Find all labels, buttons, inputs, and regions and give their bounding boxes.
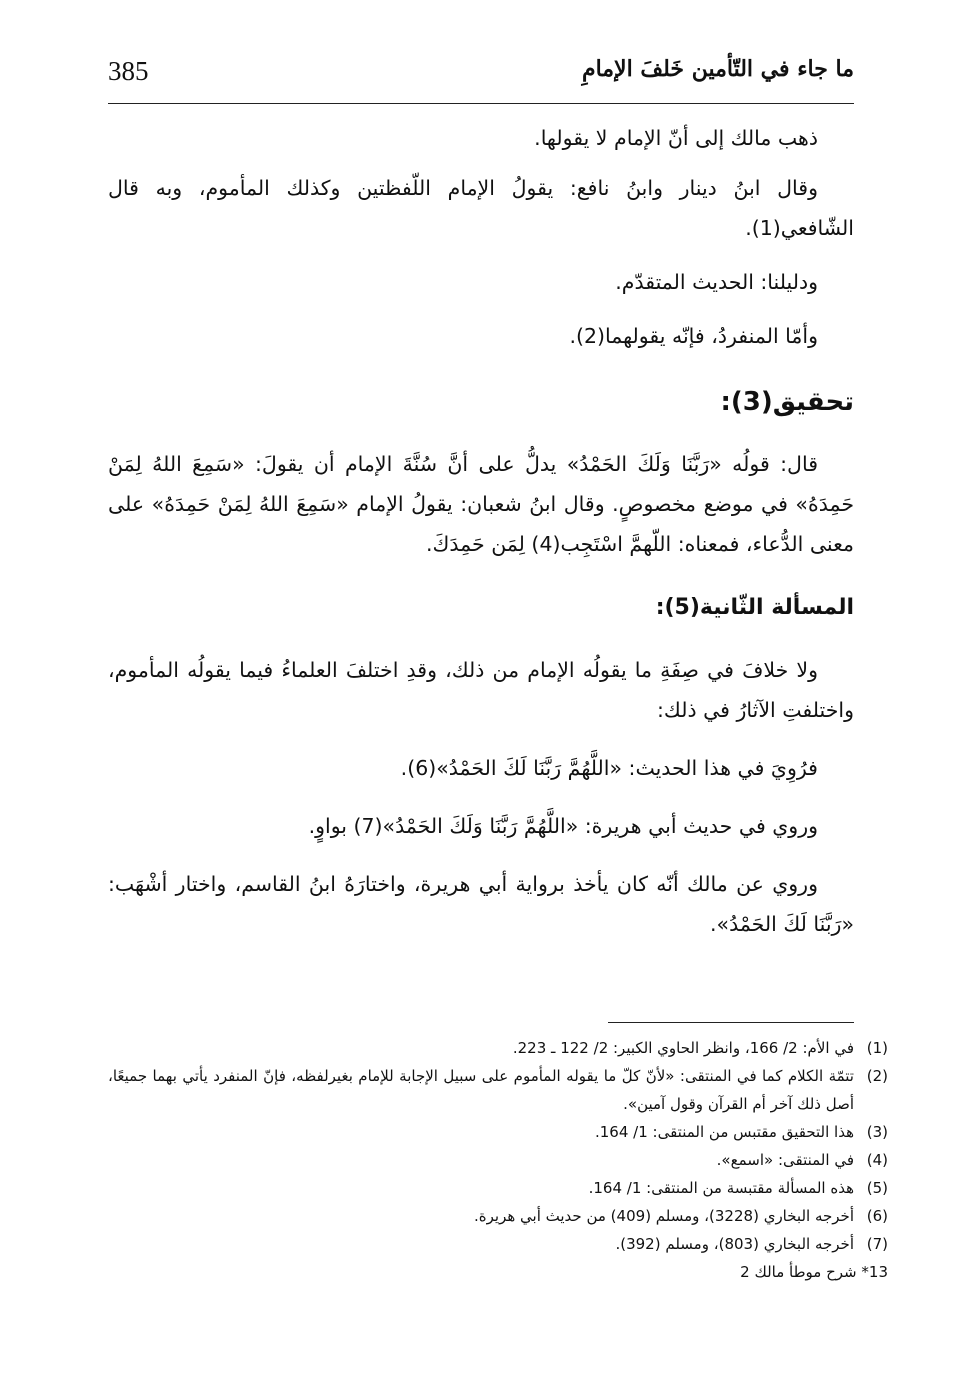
footnote	[108, 1034, 888, 1062]
paragraph-5: قال: قولُه «رَبَّنَا وَلَكَ الحَمْدُ» يدلُّ على أنَّ سُنَّةَ الإمام أن يقولَ: «سَمِعَ اللهُ لِمَنْ حَمِدَهُ» في موضع مخصوصٍ. وقال ابنُ شعبان: يقولُ الإمام «سَمِعَ اللهُ لِمَنْ حَمِدَهُ» على معنى الدُّعاء، فمعناه: اللّهمَّ اسْتَجِب(4) لِمَن حَمِدَكَ.	[108, 452, 854, 556]
paragraph-6: ولا خلافَ في صِفَةِ ما يقولُه الإمام من ذلك، وقدِ اختلفَ العلماءُ فيما يقولُه المأموم، واختلفتِ الآثارُ في ذلك:	[108, 658, 854, 722]
footnote	[108, 1174, 888, 1202]
footnote	[108, 1202, 888, 1230]
footnote-number: (4)	[866, 1151, 888, 1169]
heading-tahqiq: تحقيق(3):	[720, 387, 854, 417]
page-number: 385	[108, 56, 149, 86]
paragraph-9: وروي عن مالك أنّه كان يأخذ برواية أبي هريرة، واختارَهُ ابنُ القاسم، واختار أشْهَب: «رَبَّنَا لَكَ الحَمْدُ».	[108, 872, 854, 936]
footnote-text: تتمّة الكلام كما في المنتقى: «لأنّ كلّ ما يقوله المأموم على سبيل الإجابة للإمام بغيرلفظه، فإنّ المنفرد يأتي بهما جميعًا، أصل ذلك آخر أم القرآن وقول آمين».	[108, 1067, 854, 1113]
main-text	[108, 118, 854, 944]
footnote-number: (2)	[866, 1067, 888, 1085]
footnote-text: أخرجه البخاري (3228)، ومسلم (409) من حديث أبي هريرة.	[474, 1207, 854, 1225]
footnotes	[108, 1034, 888, 1286]
footnote-number: (6)	[866, 1207, 888, 1225]
footnote-text: في المنتقى: «اسمع».	[716, 1151, 854, 1169]
page-signature: 13* شرح موطأ مالك 2	[740, 1263, 888, 1281]
footnote-text: هذا التحقيق مقتبس من المنتقى: 1/ 164.	[594, 1123, 854, 1141]
paragraph-8: وروي في حديث أبي هريرة: «اللَّهُمَّ رَبَّنَا وَلَكَ الحَمْدُ»(7) بواوٍ.	[308, 814, 818, 838]
paragraph-1: ذهب مالك إلى أنّ الإمام لا يقولها.	[534, 126, 818, 150]
paragraph-7: فرُوِيَ في هذا الحديث: «اللَّهُمَّ رَبَّنَا لَكَ الحَمْدُ»(6).	[400, 756, 818, 780]
footnote-text: أخرجه البخاري (803)، ومسلم (392).	[615, 1235, 854, 1253]
footnote-text: هذه المسألة مقتبسة من المنتقى: 1/ 164.	[588, 1179, 854, 1197]
footnote-number: (3)	[866, 1123, 888, 1141]
footnote	[108, 1062, 888, 1118]
footnote	[108, 1230, 888, 1258]
heading-second-issue: المسألة الثّانية(5):	[655, 595, 854, 620]
footnote	[108, 1146, 888, 1174]
footnote	[108, 1118, 888, 1146]
footnote-text: في الأم: 2/ 166، وانظر الحاوي الكبير: 2/ 122 ـ 223.	[512, 1039, 854, 1057]
footnote-number: (7)	[866, 1235, 888, 1253]
paragraph-3: ودليلنا: الحديث المتقدّم.	[615, 270, 818, 294]
paragraph-4: وأمّا المنفردُ، فإنّه يقولهما(2).	[569, 324, 818, 348]
footnote-number: (1)	[866, 1039, 888, 1057]
header-rule	[108, 103, 854, 104]
footnote-number: (5)	[866, 1179, 888, 1197]
footnote-rule	[608, 1022, 854, 1023]
paragraph-2: وقال ابنُ دينار وابنُ نافع: يقولُ الإمام اللّفظتين وكذلك المأموم، وبه قال الشّافعي(1).	[108, 176, 854, 240]
running-header	[108, 56, 854, 96]
running-title: ما جاء في التّأمين خَلفَ الإمامِ	[581, 56, 854, 82]
